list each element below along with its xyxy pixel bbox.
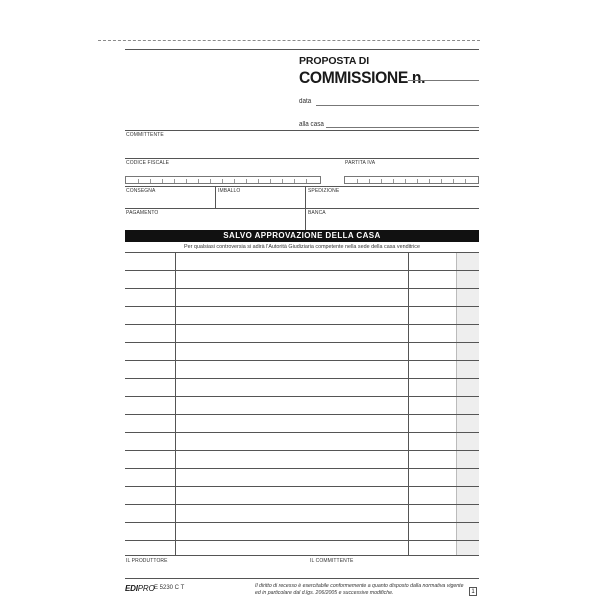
- comb-tick: [162, 179, 163, 183]
- codice-fiscale-input[interactable]: [125, 176, 321, 184]
- page-number-box: 1: [469, 587, 477, 596]
- comb-tick: [417, 179, 418, 183]
- comb-tick: [453, 179, 454, 183]
- table-row[interactable]: [125, 324, 479, 325]
- table-row[interactable]: [125, 396, 479, 397]
- comb-tick: [246, 179, 247, 183]
- comb-tick: [258, 179, 259, 183]
- comb-tick: [234, 179, 235, 183]
- table-row[interactable]: [125, 432, 479, 433]
- comb-tick: [405, 179, 406, 183]
- comb-tick: [210, 179, 211, 183]
- comb-tick: [429, 179, 430, 183]
- comb-tick: [393, 179, 394, 183]
- comb-tick: [198, 179, 199, 183]
- data-field-line[interactable]: [316, 105, 479, 106]
- form-title-line2: COMMISSIONE n.: [299, 68, 426, 87]
- comb-tick: [282, 179, 283, 183]
- perforation-line: [98, 40, 480, 41]
- produttore-signature-label: IL PRODUTTORE: [126, 558, 168, 564]
- partita-iva-label: PARTITA IVA: [345, 160, 376, 166]
- table-row[interactable]: [125, 450, 479, 451]
- edipro-logo: EDIPRO: [125, 584, 155, 593]
- approval-banner: SALVO APPROVAZIONE DELLA CASA: [125, 230, 479, 242]
- committente-label: COMMITTENTE: [126, 132, 164, 138]
- price-column-shade: [456, 252, 479, 555]
- data-label: data: [299, 98, 312, 105]
- table-row[interactable]: [125, 486, 479, 487]
- comb-tick: [270, 179, 271, 183]
- signature-rule[interactable]: [125, 578, 479, 579]
- table-column-divider: [408, 252, 409, 555]
- table-row[interactable]: [125, 414, 479, 415]
- legal-note-line1: Il diritto di recesso è esercitabile conformemente a quanto disposto dalla normativa vigente: [255, 583, 464, 589]
- table-row[interactable]: [125, 504, 479, 505]
- jurisdiction-note: Per qualsiasi controversia si adirà l'Autorità Giudiziaria competente nella sede della casa venditrice: [184, 244, 420, 250]
- imballo-label: IMBALLO: [218, 188, 241, 194]
- committente-signature-label: IL COMMITTENTE: [310, 558, 354, 564]
- table-row[interactable]: [125, 342, 479, 343]
- top-rule: [125, 49, 479, 50]
- consegna-label: CONSEGNA: [126, 188, 156, 194]
- comb-tick: [369, 179, 370, 183]
- comb-tick: [381, 179, 382, 183]
- form-title-line1: PROPOSTA DI: [299, 55, 370, 67]
- alla-casa-field-line[interactable]: [326, 127, 479, 128]
- comb-tick: [441, 179, 442, 183]
- comb-tick: [186, 179, 187, 183]
- comb-tick: [138, 179, 139, 183]
- product-code: E 5230 C T: [154, 585, 185, 591]
- table-column-divider: [175, 252, 176, 555]
- comb-tick: [222, 179, 223, 183]
- codice-fiscale-label: CODICE FISCALE: [126, 160, 170, 166]
- comb-tick: [465, 179, 466, 183]
- comb-tick: [306, 179, 307, 183]
- table-row[interactable]: [125, 378, 479, 379]
- committente-field-line[interactable]: [125, 158, 479, 159]
- table-row[interactable]: [125, 522, 479, 523]
- spedizione-label: SPEDIZIONE: [308, 188, 340, 194]
- comb-tick: [174, 179, 175, 183]
- table-column-divider: [456, 252, 457, 555]
- table-row[interactable]: [125, 360, 479, 361]
- commission-number-line[interactable]: [408, 80, 479, 81]
- table-row[interactable]: [125, 468, 479, 469]
- comb-tick: [294, 179, 295, 183]
- table-row[interactable]: [125, 288, 479, 289]
- shipping-top-rule: [125, 186, 479, 187]
- table-row[interactable]: [125, 270, 479, 271]
- comb-tick: [150, 179, 151, 183]
- table-top-rule: [125, 252, 479, 253]
- legal-note: [255, 583, 470, 597]
- banca-label: BANCA: [308, 210, 326, 216]
- legal-note-line2: ed in particolare dal d.lgs. 206/2005 e successive modifiche.: [255, 590, 394, 596]
- comb-tick: [357, 179, 358, 183]
- pagamento-label: PAGAMENTO: [126, 210, 159, 216]
- table-bottom-rule: [125, 555, 479, 556]
- table-row[interactable]: [125, 540, 479, 541]
- shipping-divider: [215, 186, 216, 208]
- shipping-field-line[interactable]: [125, 208, 479, 209]
- partita-iva-input[interactable]: [344, 176, 479, 184]
- table-row[interactable]: [125, 306, 479, 307]
- committente-top-rule: [125, 130, 479, 131]
- alla-casa-label: alla casa: [299, 121, 324, 128]
